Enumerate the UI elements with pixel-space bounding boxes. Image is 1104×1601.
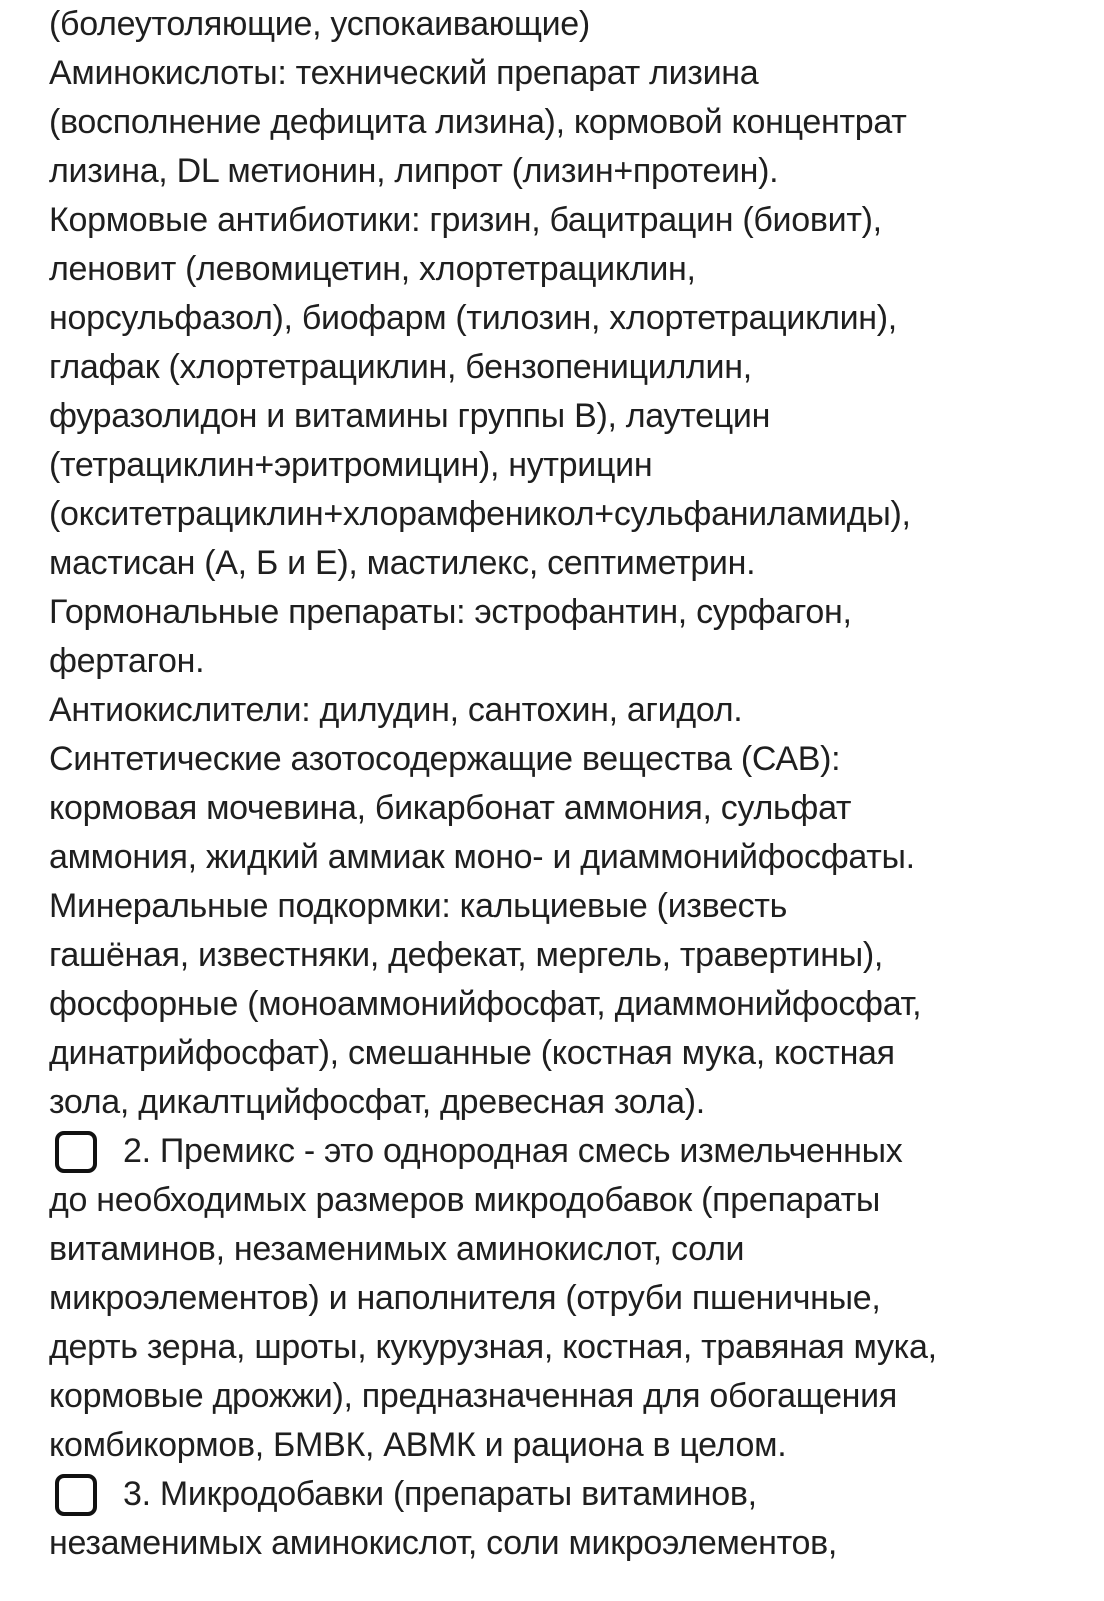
item-2-checkbox[interactable] xyxy=(55,1131,97,1173)
text-line: динатрийфосфат), смешанные (костная мука, костная xyxy=(49,1034,895,1072)
text-line: аммония, жидкий аммиак моно- и диаммонийфосфаты. xyxy=(49,838,915,876)
item-2-header xyxy=(49,1127,1089,1176)
text-line: Минеральные подкормки: кальциевые (известь xyxy=(49,887,788,925)
item-2-first-line: 2. Премикс - это однородная смесь измельченных xyxy=(123,1132,903,1170)
text-line: до необходимых размеров микродобавок (препараты xyxy=(49,1181,881,1219)
text-line: (тетрациклин+эритромицин), нутрицин xyxy=(49,446,653,484)
text-line: (восполнение дефицита лизина), кормовой концентрат xyxy=(49,103,907,141)
text-line: (окситетрациклин+хлорамфеникол+сульфаниламиды), xyxy=(49,495,911,533)
text-line: Антиокислители: дилудин, сантохин, агидол. xyxy=(49,691,743,729)
text-line: фуразолидон и витамины группы В), лаутецин xyxy=(49,397,771,435)
document-body xyxy=(49,0,1089,1568)
item-3-header xyxy=(49,1470,1089,1519)
text-line: Кормовые антибиотики: гризин, бацитрацин (биовит), xyxy=(49,201,882,239)
item-3-checkbox[interactable] xyxy=(55,1474,97,1516)
text-line: леновит (левомицетин, хлортетрациклин, xyxy=(49,250,696,288)
text-line: кормовая мочевина, бикарбонат аммония, сульфат xyxy=(49,789,852,827)
text-line: мастисан (А, Б и Е), мастилекс, септиметрин. xyxy=(49,544,756,582)
text-line: незаменимых аминокислот, соли микроэлементов, xyxy=(49,1524,838,1562)
text-line: кормовые дрожжи), предназначенная для обогащения xyxy=(49,1377,897,1415)
text-line: комбикормов, БМВК, АВМК и рациона в целом. xyxy=(49,1426,787,1464)
text-line: Аминокислоты: технический препарат лизина xyxy=(49,54,759,92)
text-line: Синтетические азотосодержащие вещества (САВ): xyxy=(49,740,841,778)
text-line: глафак (хлортетрациклин, бензопенициллин, xyxy=(49,348,752,386)
text-line: дерть зерна, шроты, кукурузная, костная, травяная мука, xyxy=(49,1328,937,1366)
text-line: Гормональные препараты: эстрофантин, сурфагон, xyxy=(49,593,852,631)
text-line: фертагон. xyxy=(49,642,205,680)
text-line: витаминов, незаменимых аминокислот, соли xyxy=(49,1230,745,1268)
text-line: лизина, DL метионин, липрот (лизин+протеин). xyxy=(49,152,779,190)
text-line: фосфорные (моноаммонийфосфат, диаммонийфосфат, xyxy=(49,985,922,1023)
text-line: микроэлементов) и наполнителя (отруби пшеничные, xyxy=(49,1279,881,1317)
text-line: норсульфазол), биофарм (тилозин, хлортетрациклин), xyxy=(49,299,897,337)
text-line: зола, дикалтцийфосфат, древесная зола). xyxy=(49,1083,705,1121)
text-line: гашёная, известняки, дефекат, мергель, травертины), xyxy=(49,936,884,974)
item-3-first-line: 3. Микродобавки (препараты витаминов, xyxy=(123,1475,757,1513)
text-line: (болеутоляющие, успокаивающие) xyxy=(49,5,590,43)
